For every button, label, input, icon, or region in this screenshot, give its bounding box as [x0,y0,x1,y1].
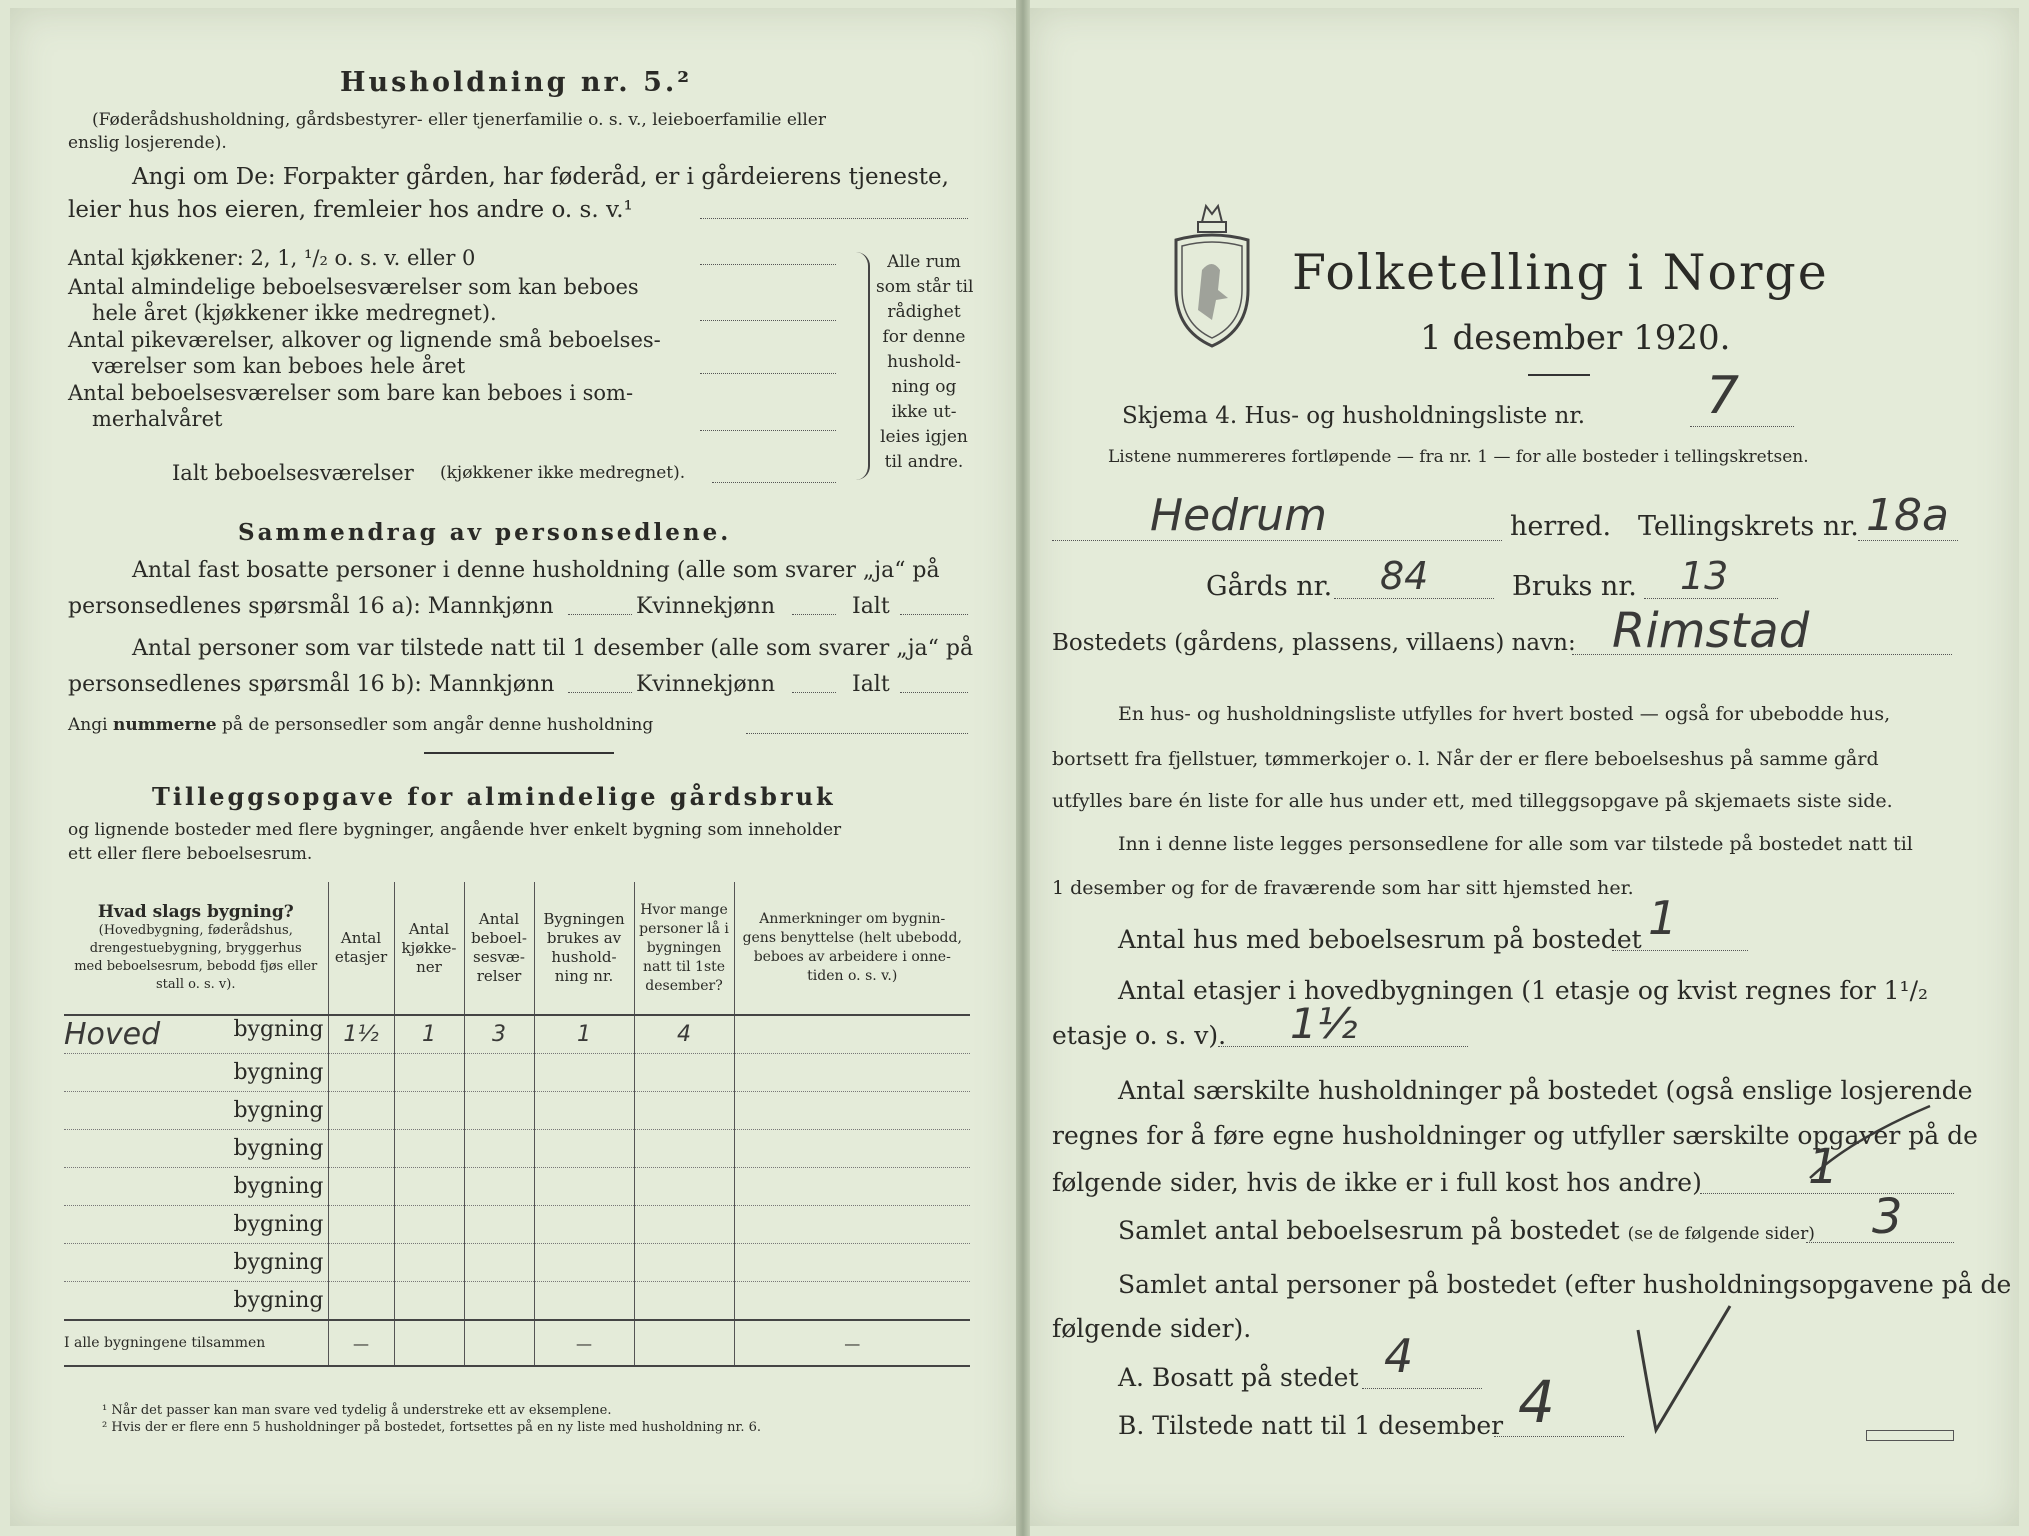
tillegg-title: Tilleggsopgave for almindelige gårdsbruk [152,782,836,811]
answer-line [1494,1436,1624,1437]
divider [424,752,614,754]
check-mark-icon [1620,1100,1980,1440]
summary-line-3: Antal personer som var tilstede natt til 1 desember (alle som svarer „ja“ på [132,636,974,661]
footnote-2: ² Hvis der er flere enn 5 husholdninger på bostedet, fortsettes på en ny liste med husholdning nr. 6. [102,1420,762,1435]
persons-label: Samlet antal personer på bostedet (efter husholdningsopgavene på de [1118,1270,2012,1299]
bygning-label: bygning [233,1017,324,1042]
bosted-value: Rimstad [1612,603,1810,659]
floors-label: Antal etasjer i hovedbygningen (1 etasje og kvist regnes for 1¹/₂ [1118,976,1929,1005]
rooms-label: Antal almindelige beboelsesværelser som kan beboes [68,275,639,299]
angi-c: på de personsedler som angår denne husholdning [222,715,654,735]
census-date: 1 desember 1920. [1420,318,1731,358]
summer-rooms-label-2: merhalvåret [92,407,223,431]
floors-label-2: etasje o. s. v). [1052,1021,1227,1050]
col-rooms: Antal beboel- sesvæ- relser [464,882,534,1015]
bygning-label: bygning [233,1136,324,1161]
building-table [64,882,970,1367]
household-intro-2b: leier hus hos eieren, fremleier hos andre o. s. v.¹ [68,197,633,223]
small-rooms-label-2: værelser som kan beboes hele året [92,354,466,378]
tillegg-text-2: ett eller flere beboelsesrum. [68,844,313,864]
building-type-cell [64,1015,328,1054]
rooms-cell: 3 [464,1015,534,1054]
total-row-label: I alle bygningene tilsammen [64,1320,328,1366]
instructions-5: 1 desember og for de fraværende som har sitt hjemsted her. [1052,877,1634,899]
bosted-label: Bostedets (gårdens, plassens, villaens) navn: [1052,630,1576,656]
summary-line-4: personsedlenes spørsmål 16 b): Mannkjønn [68,672,555,697]
summary-line-1: Antal fast bosatte personer i denne husholdning (alle som svarer „ja“ på [132,558,940,583]
total-rooms-value: 3 [1872,1189,1903,1245]
answer-line [1612,950,1748,951]
persons-label-2: følgende sider). [1052,1314,1252,1343]
total-rooms-note: (kjøkkener ikke medregnet). [440,463,686,483]
summary-line-2: personsedlenes spørsmål 16 a): Mannkjønn [68,594,554,619]
instructions-1: En hus- og husholdningsliste utfylles for hvert bosted — også for ubebodde hus, [1118,703,1891,725]
angi-label [68,715,653,736]
answer-line [568,614,632,615]
remarks-cell [734,1015,970,1054]
page-fold [1016,0,1030,1536]
krets-label: Tellingskrets nr. [1638,511,1859,542]
brace-note-9: til andre. [884,452,964,472]
instructions-4: Inn i denne liste legges personsedlene for alle som var tilstede på bostedet natt til [1118,833,1913,855]
answer-line [792,692,836,693]
bygning-label: bygning [233,1288,324,1313]
brace-note-3: rådighet [887,302,961,322]
brace-note-8: leies igjen [880,427,968,447]
footnote-1: ¹ Når det passer kan man svare ved tydelig å understreke ett av eksemplene. [102,1403,612,1418]
rooms-note: (se de følgende sider) [1627,1224,1815,1244]
angi-a: Angi [68,715,108,735]
household-cell: 1 [534,1015,634,1054]
answer-line [568,692,632,693]
answer-line [700,264,836,265]
angi-b: nummerne [112,715,217,735]
col-building-type-note: (Hovedbygning, føderådshus, drengestuebygning, bryggerhus med beboelsesrum, bebodd fjøs eller stall o. s. v). [74,922,318,992]
col-household: Bygningen brukes av hushold- ning nr. [534,882,634,1015]
table-row [64,1282,970,1321]
table-row [64,1092,970,1130]
summary-female: Kvinnekjønn [636,594,775,619]
brace [850,252,870,480]
gards-value: 84 [1380,554,1429,598]
table-row [64,1244,970,1282]
answer-line [900,614,968,615]
answer-line [700,320,836,321]
building-type-value: Hoved [64,1017,161,1052]
answer-line [712,482,836,483]
answer-line [1690,426,1794,427]
bruks-value: 13 [1680,554,1729,598]
answer-line [900,692,968,693]
coat-of-arms-icon [1168,200,1256,350]
herred-value: Hedrum [1150,490,1327,541]
bruks-label: Bruks nr. [1512,571,1637,602]
summer-rooms-label: Antal beboelsesværelser som bare kan beboes i som- [68,381,634,405]
col-remarks: Anmerkninger om bygnin- gens benyttelse (helt ubebodd, beboes av arbeidere i onne- tiden o. s. v.) [734,882,970,1015]
bygning-label: bygning [233,1174,324,1199]
present-label: B. Tilstede natt til 1 desember [1118,1411,1504,1440]
census-title: Folketelling i Norge [1292,244,1829,301]
instructions-3: utfylles bare én liste for alle hus under ett, med tilleggsopgave på skjemaets siste side. [1052,790,1893,812]
table-row [64,1015,970,1054]
answer-line [792,614,836,615]
household-intro-1: (Føderådshusholdning, gårdsbestyrer- eller tjenerfamilie o. s. v., leieboerfamilie eller [92,110,826,130]
houses-value: 1 [1648,891,1678,945]
printer-stamp [1866,1430,1954,1441]
bygning-label: bygning [233,1250,324,1275]
resident-value: 4 [1384,1329,1414,1383]
rooms-label-text: Samlet antal beboelsesrum på bostedet [1118,1216,1620,1245]
list-number: 7 [1706,366,1740,426]
bygning-label: bygning [233,1060,324,1085]
household-intro-1b: enslig losjerende). [68,133,227,153]
brace-note-6: ning og [891,377,957,397]
total-floors: — [328,1320,394,1366]
households-label-2: regnes for å føre egne husholdninger og utfyller særskilte opgaver på de [1052,1121,1978,1150]
total-household: — [534,1320,634,1366]
tillegg-text-1: og lignende bosteder med flere bygninger, angående hver enkelt bygning som inneholder [68,820,842,840]
col-building-type [64,882,328,1015]
answer-line [700,373,836,374]
gards-label: Gårds nr. [1206,571,1333,602]
summary-total-2: Ialt [852,672,890,697]
answer-line [700,218,968,219]
table-row [64,1130,970,1168]
houses-label: Antal hus med beboelsesrum på bostedet [1118,925,1642,954]
krets-value: 18a [1866,490,1949,541]
answer-line [746,733,968,734]
brace-note-1: Alle rum [887,252,961,272]
brace-note-5: hushold- [887,352,961,372]
schema-label: Skjema 4. Hus- og husholdningsliste nr. [1122,403,1586,429]
households-label: Antal særskilte husholdninger på bostedet (også enslige losjerende [1118,1076,1973,1105]
household-intro-2: Angi om De: Forpakter gården, har føderåd, er i gårdeierens tjeneste, [132,164,949,190]
summary-title: Sammendrag av personsedlene. [238,519,732,546]
instructions-2: bortsett fra fjellstuer, tømmerkojer o. l. Når der er flere beboelseshus på samme gård [1052,748,1879,770]
present-value: 4 [1518,1368,1555,1436]
col-building-type-title: Hvad slags bygning? [97,901,294,922]
table-total-row [64,1320,970,1366]
summary-female-2: Kvinnekjønn [636,672,775,697]
persons-cell: 4 [634,1015,734,1054]
kitchens-cell: 1 [394,1015,464,1054]
col-kitchens: Antal kjøkke- ner [394,882,464,1015]
total-rooms-label: Ialt beboelsesværelser [172,461,414,485]
rooms-label-2: hele året (kjøkkener ikke medregnet). [92,301,497,325]
household-title: Husholdning nr. 5.² [340,67,693,98]
bygning-label: bygning [233,1098,324,1123]
floors-cell: 1½ [328,1015,394,1054]
brace-note-2: som står til [876,277,974,297]
brace-note-4: for denne [882,327,966,347]
answer-line [700,430,836,431]
brace-note-7: ikke ut- [891,402,957,422]
kitchens-label: Antal kjøkkener: 2, 1, ¹/₂ o. s. v. eller 0 [68,246,476,270]
col-floors: Antal etasjer [328,882,394,1015]
households-value: 1 [1808,1139,1839,1195]
divider [1528,374,1590,376]
numbering-note: Listene nummereres fortløpende — fra nr. 1 — for alle bosteder i tellingskretsen. [1108,447,1809,467]
floors-value: 1½ [1290,999,1358,1048]
herred-label: herred. [1510,511,1612,542]
table-header-row [64,882,970,1015]
table-row [64,1206,970,1244]
table-row [64,1054,970,1092]
small-rooms-label: Antal pikeværelser, alkover og lignende små beboelses- [68,328,661,352]
households-label-3: følgende sider, hvis de ikke er i full kost hos andre) [1052,1168,1702,1197]
col-persons: Hvor mange personer lå i bygningen natt til 1ste desember? [634,882,734,1015]
bygning-label: bygning [233,1212,324,1237]
resident-label: A. Bosatt på stedet [1118,1363,1359,1392]
total-remarks: — [734,1320,970,1366]
table-row [64,1168,970,1206]
answer-line [1362,1388,1482,1389]
summary-total: Ialt [852,594,890,619]
